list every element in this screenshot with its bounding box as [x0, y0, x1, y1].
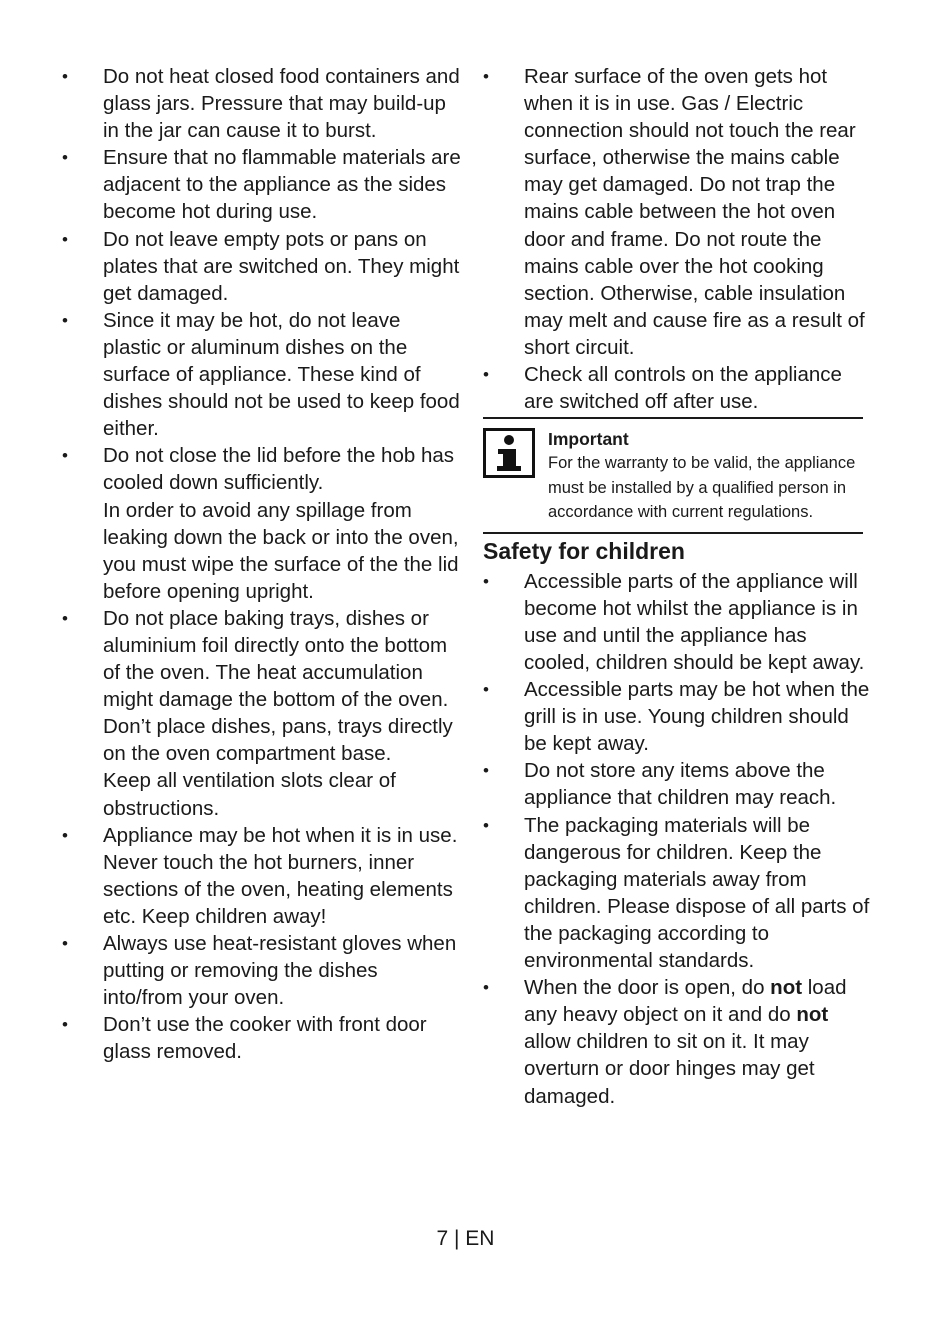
page-number: 7 | EN — [436, 1227, 495, 1250]
text-segment: load any heavy object on it and do — [524, 976, 847, 1027]
list-item — [483, 974, 875, 1109]
list-item — [62, 307, 462, 442]
list-item — [62, 226, 462, 307]
list-item-text: • Do not heat closed food containers and glass jars. Pressure that may build-up in the jar can cause it to burst. — [103, 65, 460, 143]
list-item-text: • Check all controls on the appliance are switched off after use. — [524, 363, 842, 414]
list-item — [62, 144, 462, 225]
list-item — [62, 1011, 462, 1065]
list-item — [62, 63, 462, 144]
list-item-text: • Accessible parts may be hot when the grill is in use. Young children should be kept away. — [524, 678, 870, 756]
list-item-text: • Don’t use the cooker with front door glass removed. — [103, 1013, 427, 1064]
list-item — [483, 63, 875, 361]
important-body — [548, 427, 863, 525]
list-item-text — [524, 974, 875, 1109]
children-safety-list — [483, 568, 875, 1110]
safety-list-left — [62, 63, 462, 1065]
important-title: Important — [548, 429, 629, 450]
bold-text: not — [796, 1003, 829, 1027]
text-segment: When the door is open, do — [524, 976, 771, 1000]
list-item — [483, 568, 875, 676]
info-icon — [483, 428, 535, 478]
text-segment: allow children to sit on it. It may overturn or door hinges may get damaged. — [524, 1030, 815, 1108]
section-title: Safety for children — [483, 537, 685, 564]
safety-list-right — [483, 63, 875, 415]
list-item — [62, 605, 462, 822]
list-item-text: • Do not close the lid before the hob has cooled down sufficiently. — [103, 444, 455, 495]
list-item-text: • Rear surface of the oven gets hot when it is in use. Gas / Electric connection should not touch the rear surface, otherwise the mains cable may get damaged. Do not trap the mains cable between the hot oven door and frame. Do not route the mains cable over the hot cooking section. Otherwise, cable insulation may melt and cause fire as a result of short circuit. — [524, 65, 865, 359]
divider — [483, 417, 863, 419]
list-item-text: • Do not place baking trays, dishes or aluminium foil directly onto the bottom of the oven. The heat accumulation might damage the bottom of the oven. — [103, 606, 449, 712]
list-item — [62, 822, 462, 930]
list-item — [483, 676, 875, 757]
list-item-text: • Always use heat-resistant gloves when putting or removing the dishes into/from your oven. — [103, 932, 457, 1010]
list-item — [483, 757, 875, 811]
list-item-text: • Do not leave empty pots or pans on plates that are switched on. They might get damaged. — [103, 227, 460, 305]
divider — [483, 532, 863, 534]
list-item — [483, 361, 875, 415]
list-item-text: • Since it may be hot, do not leave plastic or aluminum dishes on the surface of appliance. These kind of dishes should not be used to keep food either. — [103, 308, 460, 441]
left-column — [62, 63, 462, 1065]
list-item-text: Keep all ventilation slots clear of obstructions. — [103, 769, 396, 820]
list-item — [62, 930, 462, 1011]
list-item-text: • The packaging materials will be dangerous for children. Keep the packaging materials away from children. Please dispose of all parts of the packaging according to environmental standards. — [524, 813, 870, 973]
list-item-text: • Appliance may be hot when it is in use. Never touch the hot burners, inner sections of the oven, heating elements etc. Keep children away! — [103, 823, 458, 928]
bold-text: not — [770, 976, 803, 1000]
list-item-text: Don’t place dishes, pans, trays directly on the oven compartment base. — [103, 715, 453, 766]
list-item-text: • Accessible parts of the appliance will become hot whilst the appliance is in use and until the appliance has cooled, children should be kept away. — [524, 569, 865, 674]
list-item-text: • Ensure that no flammable materials are adjacent to the appliance as the sides become hot during use. — [103, 146, 461, 224]
list-item-text: In order to avoid any spillage from leaking down the back or into the oven, you must wipe the surface of the the lid before opening upright. — [103, 498, 459, 603]
important-note — [483, 427, 863, 525]
list-item — [62, 442, 462, 605]
list-item — [483, 812, 875, 975]
important-text: For the warranty to be valid, the appliance must be installed by a qualified person in accordance with current regulations. — [548, 454, 856, 522]
list-item-text: • Do not store any items above the appliance that children may reach. — [524, 759, 837, 810]
right-column — [483, 63, 875, 1110]
